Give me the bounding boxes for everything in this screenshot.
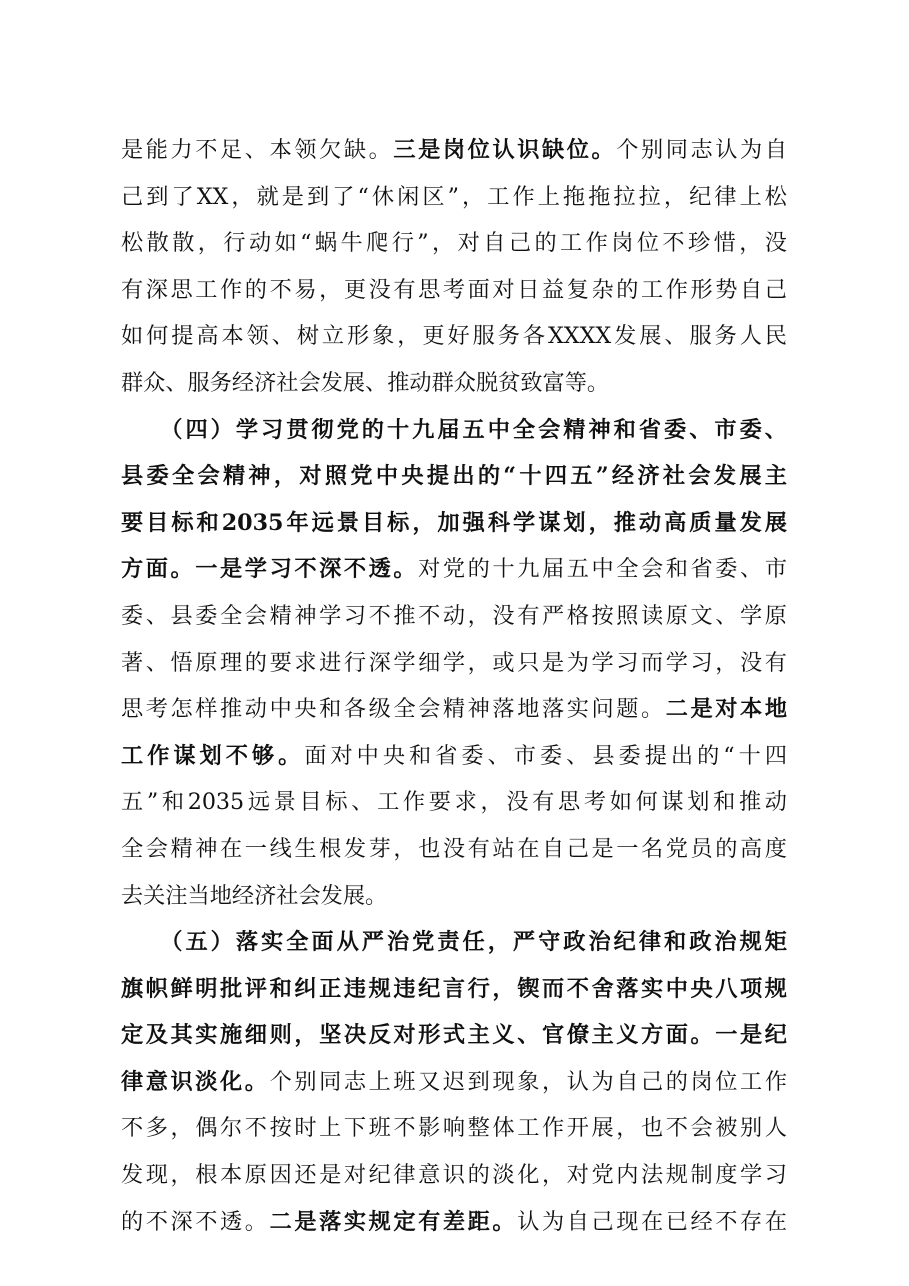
text-segment: 个别同志认为自 xyxy=(616,137,787,163)
text-segment: 思考怎样推动中央和各级全会精神落地落实问题。 xyxy=(121,696,666,723)
text-line xyxy=(121,1012,787,1059)
text-line xyxy=(121,593,787,640)
text-line xyxy=(121,733,787,780)
bold-text-segment: （四）学习贯彻党的十九届五中全会精神和省委、市委、 xyxy=(121,416,787,443)
text-line xyxy=(121,407,787,454)
bold-text-segment: 要目标和2035年远景目标，加强科学谋划，推动高质量发展 xyxy=(121,509,787,536)
text-line xyxy=(121,686,787,733)
text-segment: 松散散，行动如“蜗牛爬行”，对自己的工作岗位不珍惜，没 xyxy=(121,230,787,257)
bold-text-segment: （五）落实全面从严治党责任，严守政治纪律和政治规矩 xyxy=(121,929,787,956)
text-line xyxy=(121,1199,787,1246)
bold-text-segment: 二是落实规定有差距。 xyxy=(269,1208,518,1235)
text-segment: 有深思工作的不易，更没有思考面对日益复杂的工作形势自己 xyxy=(121,276,787,303)
text-line xyxy=(121,313,787,360)
text-segment: 对党的十九届五中全会和省委、市 xyxy=(418,556,787,583)
text-segment: 不多，偶尔不按时上下班不影响整体工作开展，也不会被别人 xyxy=(121,1115,787,1142)
text-line xyxy=(121,546,787,593)
text-line xyxy=(121,127,787,174)
text-segment: 群众、服务经济社会发展、推动群众脱贫致富等。 xyxy=(121,369,610,396)
text-segment: 面对中央和省委、市委、县委提出的“十四 xyxy=(304,742,787,769)
bold-text-segment: 县委全会精神，对照党中央提出的“十四五”经济社会发展主 xyxy=(121,463,787,490)
text-segment: 的不深不透。 xyxy=(121,1208,270,1235)
bold-text-segment: 三是岗位认识缺位。 xyxy=(393,137,617,163)
text-line xyxy=(121,174,787,221)
bold-text-segment: 律意识淡化。 xyxy=(121,1068,270,1095)
bold-text-segment: 旗帜鲜明批评和纠正违规违纪言行，锲而不舍落实中央八项规 xyxy=(121,975,787,1002)
text-segment: 认为自己现在已经不存在 xyxy=(517,1208,787,1235)
text-line xyxy=(121,826,787,873)
bold-text-segment: 工作谋划不够。 xyxy=(121,742,305,769)
text-line xyxy=(121,1105,787,1152)
text-line xyxy=(121,1059,787,1106)
text-line xyxy=(121,919,787,966)
bold-text-segment: 定及其实施细则，坚决反对形式主义、官僚主义方面。一是纪 xyxy=(121,1022,787,1049)
text-line xyxy=(121,779,787,826)
text-segment: 五”和2035远景目标、工作要求，没有思考如何谋划和推动 xyxy=(121,789,787,816)
text-line xyxy=(121,1152,787,1199)
text-segment: 己到了XX，就是到了“休闲区”，工作上拖拖拉拉，纪律上松 xyxy=(121,183,787,210)
text-segment: 如何提高本领、树立形象，更好服务各XXXX发展、服务人民 xyxy=(121,323,787,350)
text-segment: 个别同志上班又迟到现象，认为自己的岗位工作 xyxy=(269,1068,787,1095)
text-line xyxy=(121,360,787,407)
text-line xyxy=(121,500,787,547)
text-segment: 全会精神在一线生根发芽，也没有站在自己是一名党员的高度 xyxy=(121,835,787,862)
text-segment: 著、悟原理的要求进行深学细学，或只是为学习而学习，没有 xyxy=(121,649,787,676)
text-line xyxy=(121,966,787,1013)
document-body xyxy=(121,127,787,1245)
bold-text-segment: 二是对本地 xyxy=(665,696,787,723)
text-line xyxy=(121,220,787,267)
text-segment: 去关注当地经济社会发展。 xyxy=(121,882,388,909)
text-segment: 委、县委全会精神学习不推不动，没有严格按照读原文、学原 xyxy=(121,602,787,629)
text-line xyxy=(121,453,787,500)
text-line xyxy=(121,640,787,687)
bold-text-segment: 方面。一是学习不深不透。 xyxy=(121,556,419,583)
text-segment: 是能力不足、本领欠缺。 xyxy=(121,137,394,163)
text-segment: 发现，根本原因还是对纪律意识的淡化，对党内法规制度学习 xyxy=(121,1162,787,1189)
text-line xyxy=(121,267,787,314)
text-line xyxy=(121,873,787,920)
